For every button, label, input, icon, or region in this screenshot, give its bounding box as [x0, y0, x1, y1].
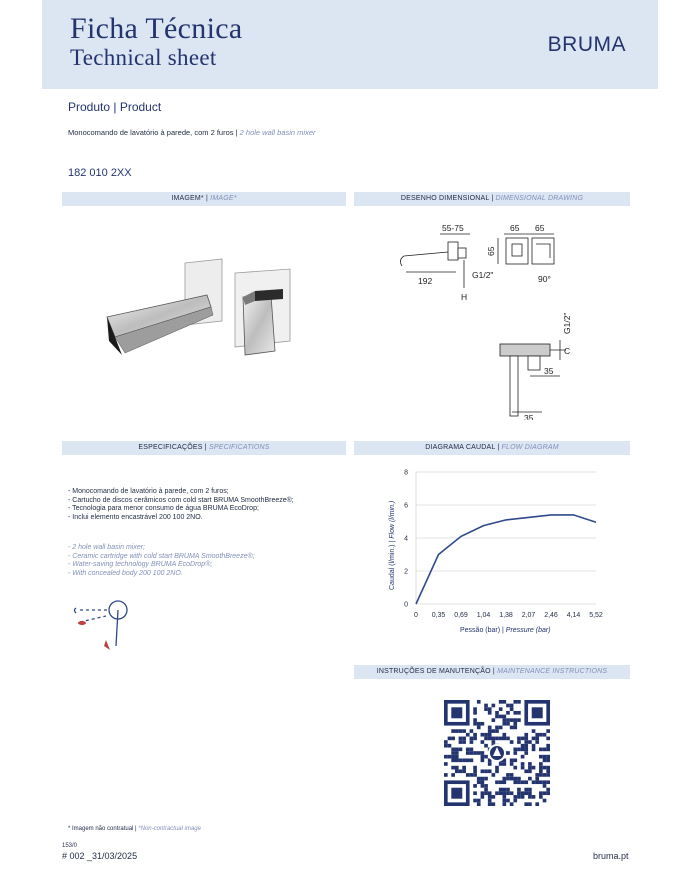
maint-label-en: MAINTENANCE INSTRUCTIONS [497, 668, 608, 675]
spec-en-item: - Ceramic cartridge with cold start BRUMA SmoothBreeze®; [68, 552, 255, 560]
image-section-bar: IMAGEM* | IMAGE* [62, 192, 346, 206]
drawing-label-pt: DESENHO DIMENSIONAL [400, 195, 490, 202]
qr-code[interactable] [444, 700, 550, 806]
x-tick-label: 1,04 [476, 612, 491, 619]
title-pt: Ficha Técnica [70, 12, 243, 45]
x-tick-label: 2,07 [521, 612, 536, 619]
spec-en-item: - Water-saving technology BRUMA EcoDrop®; [68, 561, 213, 568]
dim-g12-a: G1/2" [472, 270, 494, 280]
product-heading-en: Product [119, 100, 162, 114]
spec-en-item: - 2 hole wall basin mixer; [68, 544, 146, 551]
drawing-label-en: DIMENSIONAL DRAWING [495, 195, 584, 202]
image-disclaimer: * Imagem não contratual | *Non-contractual image [68, 826, 201, 832]
y-tick-label: 0 [404, 601, 408, 609]
dimensional-drawing [392, 220, 572, 420]
x-tick-label: 4,14 [566, 612, 581, 619]
image-label-pt: IMAGEM* [171, 195, 204, 202]
disclaimer-pt: * Imagem não contratual [68, 826, 134, 832]
y-tick-label: 4 [404, 535, 408, 543]
spec-pt-item: - Cartucho de discos cerâmicos com cold start BRUMA SmoothBreeze®; [68, 496, 294, 504]
product-code: 182 010 2XX [68, 167, 132, 179]
qr-finder-pattern [451, 788, 462, 799]
spec-label-pt: ESPECIFICAÇÕES [138, 444, 203, 451]
cold-start-icon [70, 596, 140, 656]
product-description: Monocomando de lavatório à parede, com 2 furos | 2 hole wall basin mixer [68, 128, 316, 137]
spec-pt-item: - Monocomando de lavatório à parede, com 2 furos; [68, 488, 229, 495]
dim-35-b: 35 [524, 413, 534, 420]
y-tick-label: 6 [404, 502, 408, 510]
spec-pt-item: - Inclui elemento encastrável 200 100 2NO. [68, 513, 203, 521]
dim-35-a: 35 [544, 366, 554, 376]
flow-label-pt: DIAGRAMA CAUDAL [425, 444, 496, 451]
x-tick-label: 5,52 [589, 612, 603, 619]
qr-finder-pattern [451, 707, 462, 718]
product-heading-pt: Produto [68, 100, 111, 114]
product-image [95, 255, 305, 375]
x-tick-label: 0,69 [454, 612, 468, 619]
dim-55-75: 55-75 [442, 223, 464, 233]
x-tick-label: 1,38 [499, 612, 513, 619]
specs-en [68, 544, 255, 578]
dim-192: 192 [418, 276, 433, 286]
flow-label-en: FLOW DIAGRAM [501, 444, 559, 451]
dim-90: 90° [538, 274, 551, 284]
spec-en-item: - With concealed body 200 100 2NO. [68, 569, 183, 577]
dim-g12-b: G1/2" [562, 312, 572, 334]
maint-section-bar: INSTRUÇÕES DE MANUTENÇÃO | MAINTENANCE INSTRUCTIONS [354, 665, 630, 679]
chart-x-label: Pessão (bar) | Pressure (bar) [460, 627, 551, 634]
product-desc-pt: Monocomando de lavatório à parede, com 2 furos [68, 128, 234, 137]
product-desc-en: 2 hole wall basin mixer [239, 128, 316, 137]
specs-pt [68, 488, 294, 522]
spec-pt-item: - Tecnologia para menor consumo de água BRUMA EcoDrop; [68, 505, 259, 512]
brand-logo: BRUMA [547, 33, 626, 56]
drawing-section-bar: DESENHO DIMENSIONAL | DIMENSIONAL DRAWING [354, 192, 630, 206]
x-tick-label: 0,35 [431, 612, 446, 619]
maint-label-pt: INSTRUÇÕES DE MANUTENÇÃO [376, 668, 491, 675]
chart-y-ticks [404, 470, 408, 609]
x-tick-label: 2,46 [544, 612, 558, 619]
flow-section-bar: DIAGRAMA CAUDAL | FLOW DIAGRAM [354, 441, 630, 455]
website-link[interactable]: bruma.pt [593, 851, 629, 861]
dim-65-a: 65 [486, 246, 496, 256]
title-en: Technical sheet [70, 45, 217, 70]
spec-label-en: SPECIFICATIONS [208, 444, 270, 451]
header-banner [42, 0, 658, 89]
dim-65-b: 65 [510, 223, 520, 233]
y-tick-label: 8 [404, 469, 408, 477]
flow-chart [380, 462, 620, 642]
chart-grid [416, 472, 596, 604]
flow-series-line [416, 515, 596, 604]
qr-finder-pattern [532, 707, 543, 718]
dim-65-c: 65 [535, 223, 545, 233]
disclaimer-en: *Non-contractual image [138, 826, 201, 832]
dim-h: H [461, 292, 468, 302]
y-tick-label: 2 [404, 568, 408, 576]
doc-version: # 002 _31/03/2025 [62, 851, 138, 861]
x-tick-label: 0 [414, 612, 418, 619]
chart-x-ticks [414, 612, 603, 619]
image-label-en: IMAGE* [210, 195, 237, 202]
doc-ref: 153/0 [62, 843, 78, 849]
product-heading: Produto | Product [68, 100, 162, 114]
chart-y-label: Caudal (l/min.) | Flow (l/min.) [389, 500, 396, 590]
dim-c: C [564, 346, 571, 356]
spec-section-bar: ESPECIFICAÇÕES | SPECIFICATIONS [62, 441, 346, 455]
